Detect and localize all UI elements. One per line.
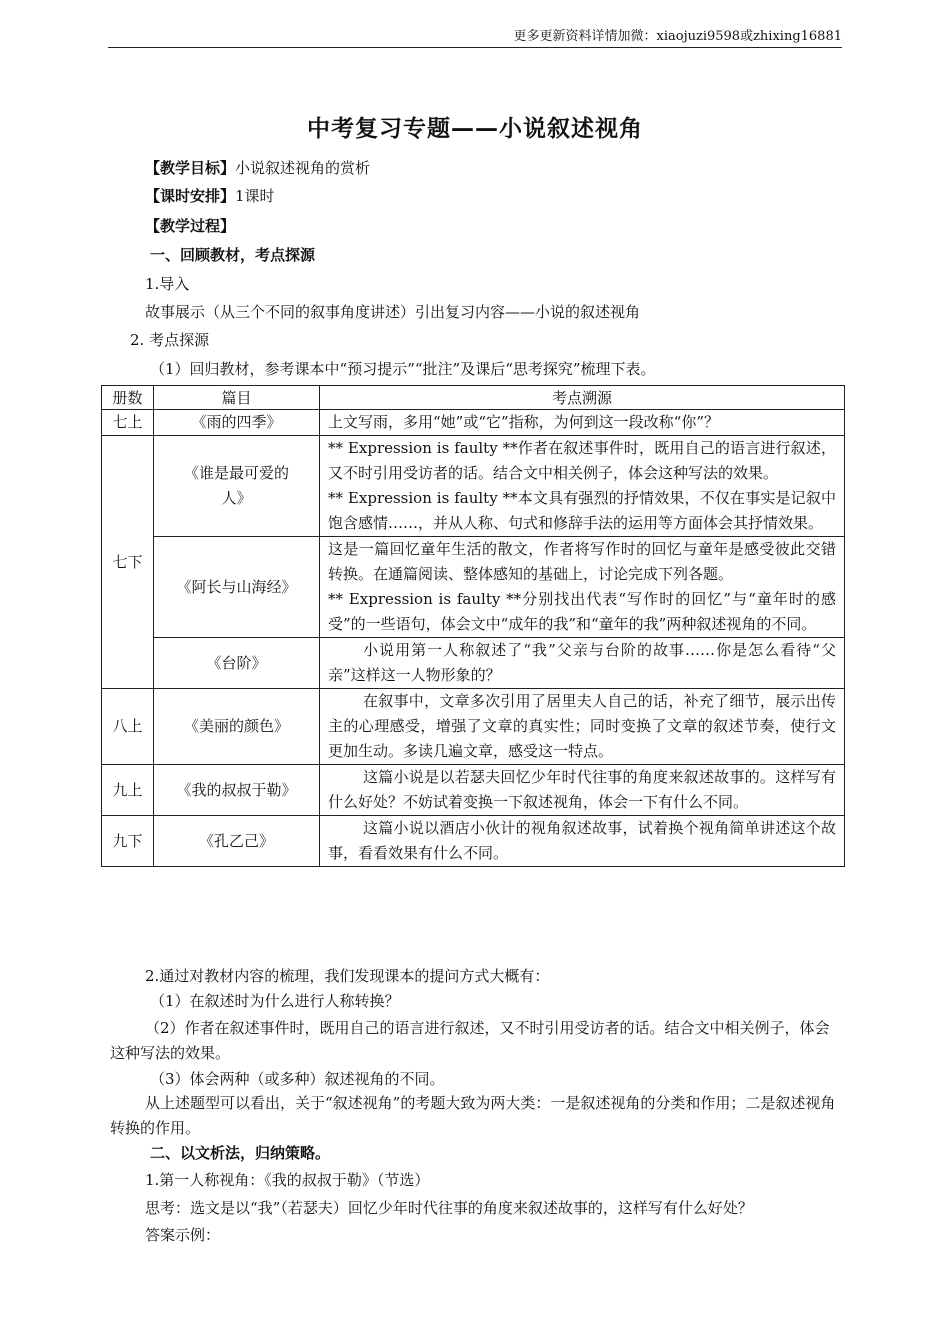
summary-item: （3）体会两种（或多种）叙述视角的不同。 [150, 1070, 445, 1088]
note-text: ** Expression is faulty **本文具有强烈的抒情效果，不仅在事实是记叙中饱含感情……，并从人称、句式和修辞手法的运用等方面体会其抒情效果。 [328, 489, 836, 532]
note-text: 上文写雨，多用“她”或“它”指称，为何到这一段改称“你”？ [328, 413, 720, 431]
header-notes: 考点溯源 [320, 386, 845, 410]
note-text: 这篇小说是以若瑟夫回忆少年时代往事的角度来叙述故事的。这样写有什么好处？不妨试着变换一下叙述视角，体会一下有什么不同。 [328, 768, 836, 811]
title-cell: 《阿长与山海经》 [154, 537, 320, 638]
title-cell: 《我的叔叔于勒》 [154, 765, 320, 816]
step2-label: 2. 考点探源 [130, 331, 210, 349]
note-text: 小说用第一人称叙述了“我”父亲与台阶的故事……你是怎么看待“父亲”这样这一人物形象的？ [328, 641, 836, 684]
table-row [102, 436, 845, 537]
notes-cell [320, 410, 845, 436]
document-title: 中考复习专题——小说叙述视角 [307, 116, 643, 142]
notes-cell [320, 765, 845, 816]
summary-conclusion: 从上述题型可以看出，关于“叙述视角”的考题大致为两大类：一是叙述视角的分类和作用；二是叙述视角转换的作用。 [110, 1094, 836, 1137]
table-row [102, 689, 845, 765]
section2-heading: 二、以文析法，归纳策略。 [150, 1144, 331, 1162]
note-text: 这篇小说以酒店小伙计的视角叙述故事，试着换个视角简单讲述这个故事，看看效果有什么不同。 [328, 819, 836, 862]
title-cell: 《雨的四季》 [154, 410, 320, 436]
table-header-row [102, 386, 845, 410]
page-header: 更多更新资料详情加微：xiaojuzi9598或zhixing16881 [108, 28, 842, 48]
volume-cell: 七上 [102, 410, 154, 436]
notes-cell [320, 689, 845, 765]
note-text: ** Expression is faulty **分别找出代表“写作时的回忆”与“童年时的感受”的一些语句，体会文中“成年的我”和“童年的我”两种叙述视角的不同。 [328, 590, 836, 633]
meta-label: 【教学过程】 [145, 217, 236, 235]
section2-sub1: 1.第一人称视角：《我的叔叔于勒》（节选） [145, 1171, 430, 1189]
volume-cell: 九上 [102, 765, 154, 816]
title-cell: 《美丽的颜色》 [154, 689, 320, 765]
meta-teaching-goal [145, 158, 370, 178]
meta-value: 1课时 [235, 187, 275, 205]
summary-intro: 2.通过对教材内容的梳理，我们发现课本的提问方式大概有： [145, 967, 550, 985]
section1-heading: 一、回顾教材，考点探源 [150, 246, 316, 264]
notes-cell [320, 436, 845, 537]
table-row [102, 410, 845, 436]
notes-cell [320, 537, 845, 638]
table-row [102, 638, 845, 689]
title-cell: 《孔乙己》 [154, 816, 320, 867]
summary-item: （1）在叙述时为什么进行人称转换？ [150, 992, 400, 1010]
step2-text: （1）回归教材，参考课本中“预习提示”“批注”及课后“思考探究”梳理下表。 [150, 360, 656, 378]
step1-label: 1.导入 [145, 275, 190, 293]
meta-process [145, 216, 235, 236]
volume-cell: 八上 [102, 689, 154, 765]
summary-item: （2）作者在叙述事件时，既用自己的语言进行叙述，又不时引用受访者的话。结合文中相关例子，体会这种写法的效果。 [110, 1019, 830, 1062]
source-table [101, 385, 845, 867]
meta-label: 【课时安排】 [145, 187, 236, 205]
table-row [102, 537, 845, 638]
title-cell: 《谁是最可爱的人》 [154, 436, 320, 537]
think-question: 思考：选文是以“我”（若瑟夫）回忆少年时代往事的角度来叙述故事的，这样写有什么好处？ [145, 1199, 753, 1217]
note-text: ** Expression is faulty **作者在叙述事件时，既用自己的语言进行叙述，又不时引用受访者的话。结合文中相关例子，体会这种写法的效果。 [328, 439, 836, 482]
volume-cell: 七下 [102, 436, 154, 689]
notes-cell [320, 638, 845, 689]
title-cell: 《台阶》 [154, 638, 320, 689]
meta-label: 【教学目标】 [145, 159, 236, 177]
header-volume: 册数 [102, 386, 154, 410]
meta-value: 小说叙述视角的赏析 [235, 159, 371, 177]
table-row [102, 816, 845, 867]
note-text: 在叙事中，文章多次引用了居里夫人自己的话，补充了细节，展示出传主的心理感受，增强了文章的真实性；同时变换了文章的叙述节奏，使行文更加生动。多读几遍文章，感受这一特点。 [328, 692, 836, 760]
note-text: 这是一篇回忆童年生活的散文，作者将写作时的回忆与童年是感受彼此交错转换。在通篇阅读、整体感知的基础上，讨论完成下列各题。 [328, 540, 836, 583]
notes-cell [320, 816, 845, 867]
volume-cell: 九下 [102, 816, 154, 867]
table-row [102, 765, 845, 816]
meta-schedule [145, 186, 275, 206]
step1-text: 故事展示（从三个不同的叙事角度讲述）引出复习内容——小说的叙述视角 [145, 303, 641, 321]
header-title: 篇目 [154, 386, 320, 410]
answer-label: 答案示例： [145, 1226, 221, 1244]
